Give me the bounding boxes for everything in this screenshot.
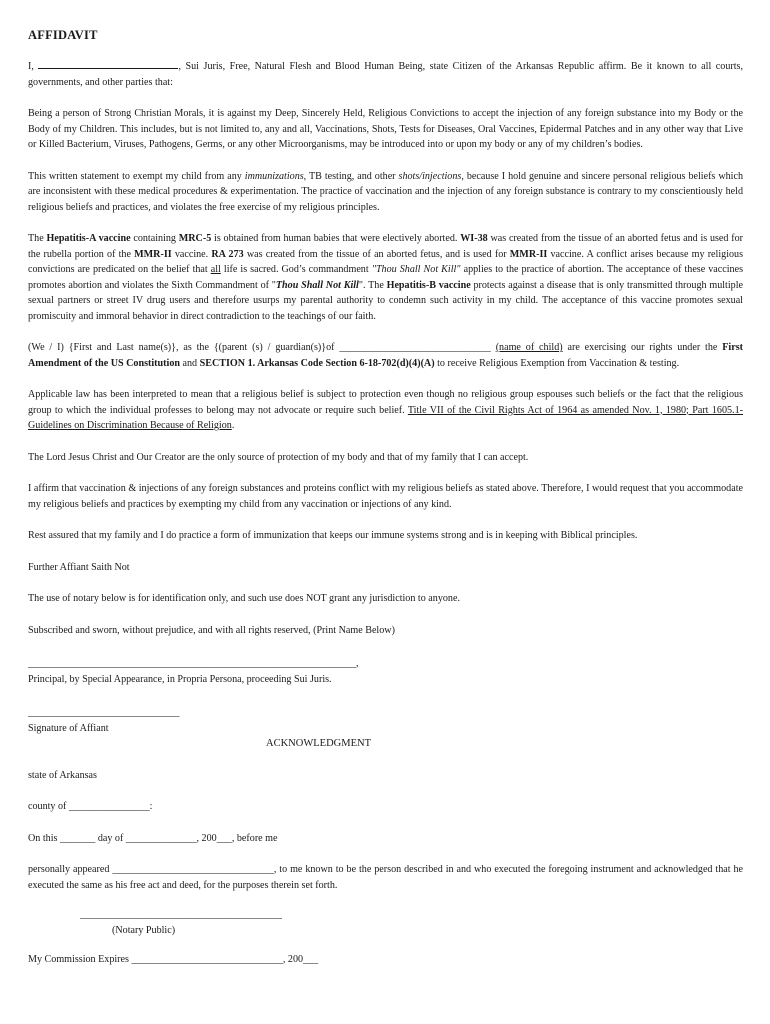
affiant-signature-label: Signature of Affiant (28, 722, 109, 734)
text-segment: to receive Religious Exemption from Vaccination & testing. (434, 357, 680, 369)
text-bold-italic: Thou Shall Not Kill (275, 279, 359, 291)
notary-signature-line[interactable]: ________________________________________ (80, 909, 282, 920)
affiant-saith-not: Further Affiant Saith Not (28, 561, 130, 573)
text-bold: Hepatitis-B vaccine (386, 279, 471, 291)
document-title: AFFIDAVIT (28, 28, 98, 42)
affirmation-text: , Sui Juris, Free, Natural Flesh and Blood Human Being, state Citizen of the Arkansas Republic affirm. Be it known to all courts, governments, and other parties that: (28, 61, 743, 88)
text-segment: , TB testing, and other (303, 170, 399, 182)
text-segment: vaccine. (171, 248, 212, 260)
text-bold: MRC-5 (178, 233, 212, 244)
subscribed-sworn-statement: Subscribed and sworn, without prejudice, and with all rights reserved, (Print Name Below) (28, 624, 395, 636)
applicable-law-paragraph (28, 387, 743, 434)
county-field[interactable]: county of ________________: (28, 801, 153, 812)
text-bold: RA 273 (211, 248, 244, 260)
principal-signature-label: Principal, by Special Appearance, in Propria Persona, proceeding Sui Juris. (28, 673, 332, 685)
notary-use-notice: The use of notary below is for identification only, and such use does NOT grant any jurisdiction to anyone. (28, 593, 460, 604)
text-segment: . (231, 420, 235, 431)
text-segment: is obtained from human babies that were electively aborted. (211, 233, 461, 244)
request-paragraph: I affirm that vaccination & injections of any foreign substances and proteins conflict with my religious beliefs as stated above. Therefore, I would request that you accommodate my religious beliefs and practices by exempting my child from any vaccination or injections of any kind. (28, 483, 743, 510)
exemption-statement-paragraph (28, 169, 743, 216)
moral-conviction-paragraph: Being a person of Strong Christian Morals, it is against my Deep, Sincerely Held, Religious Convictions to accept the injection of any foreign substance into my Body or the Body of my Children. This includes, but is not limited to, any and all, Vaccinations, Shots, Tests for Diseases, Oral Vaccines, Epidermal Patches and in any other way that Live or Killed Bacterium, Viruses, Pathogens, Germs, or any other Microorganisms, may be introduced into or upon my body or any of my children’s bodies. (28, 108, 743, 150)
text-underline: (name of child) (495, 342, 563, 353)
state-field: state of Arkansas (28, 769, 97, 781)
text-segment: This written statement to exempt my child from any (28, 170, 245, 182)
civil-rights-reference: Title VII of the Civil Rights Act of 1964 as amended Nov. 1, 1980; Part 1605.1-Guidelines on Discrimination Because of Religion (28, 404, 743, 431)
text-emphasis: shots/injections (398, 170, 462, 182)
text-segment: vaccine. A conflict arises because my religious convictions are predicated on the belief that (28, 248, 744, 275)
faith-paragraph: The Lord Jesus Christ and Our Creator are the only source of protection of my body and that of my family that I can accept. (28, 451, 529, 463)
date-field[interactable]: On this _______ day of ______________, 200___, before me (28, 832, 278, 844)
text-segment: Applicable law has been interpreted to mean that a religious belief is subject to protection even though no religious group espouses such beliefs or the fact that the religious group to which the individual professes to belong may not advocate or require such belief. (28, 389, 743, 416)
personally-appeared-paragraph: personally appeared ________________________________, to me known to be the person described in and who executed the foregoing instrument and acknowledged that he executed the same as his free act and deed, for the purposes therein set forth. (28, 864, 743, 891)
text-segment: life is sacred. God’s commandment (220, 264, 372, 275)
principal-signature-line[interactable]: _________________________________________________________________, (28, 658, 359, 669)
text-segment: , because I hold genuine and sincere personal religious beliefs which are inconsistent with these medical procedures & experimentation. The practice of vaccination and the injection of any foreign substance is contrary to my conscientiously held religious beliefs and practices, and violates the free exercise of my religious principles. (28, 170, 743, 213)
text-underline: all (210, 264, 221, 275)
text-emphasis: "Thou Shall Not Kill" (371, 264, 461, 275)
text-segment: was created from the tissue of an aborted fetus and is used for the rubella portion of the (28, 233, 744, 260)
text-segment: are exercising our rights under the (562, 342, 723, 353)
commission-expires-field[interactable]: My Commission Expires ______________________________, 200___ (28, 954, 319, 965)
affirmation-paragraph (28, 58, 743, 90)
text-bold: Hepatitis-A vaccine (46, 233, 131, 244)
text-segment: (We / I) {First and Last name(s)}, as the {(parent (s) / guardian(s)}of ______________________________ (28, 342, 496, 353)
acknowledgment-heading: ACKNOWLEDGMENT (266, 738, 371, 749)
text-segment: containing (130, 233, 179, 244)
rights-declaration-paragraph (28, 340, 743, 371)
text-segment: ". The (358, 279, 387, 291)
affidavit-document (28, 28, 743, 968)
text-segment: was created from the tissue of an aborted fetus, and is used for (243, 248, 510, 260)
text-bold: WI-38 (460, 233, 488, 244)
text-segment: and (179, 357, 200, 369)
affiant-signature-line[interactable]: ______________________________ (28, 707, 180, 718)
notary-public-label: (Notary Public) (112, 924, 176, 936)
text-bold: First Amendment of the US Constitution (28, 342, 743, 369)
text-bold: SECTION 1. Arkansas Code Section 6-18-702(d)(4)(A) (199, 357, 435, 369)
text-emphasis: immunizations (244, 170, 304, 182)
text-segment: protects against a disease that is only transmitted through multiple sexual partners or street IV drug users and therefore usurps my parental authority to condemn such activity in my child. The acceptance of this vaccine promotes sexual promiscuity and immoral behavior in direct contradiction to the teachings of our faith. (28, 279, 743, 322)
affirmation-prefix: I, (28, 61, 34, 72)
text-bold: MMR-II (509, 248, 548, 260)
text-bold: MMR-II (134, 248, 172, 260)
name-blank[interactable] (38, 58, 178, 69)
text-segment: The (28, 233, 47, 244)
assurance-paragraph: Rest assured that my family and I do practice a form of immunization that keeps our immune systems strong and is in keeping with Biblical principles. (28, 530, 638, 541)
text-segment: applies to the practice of abortion. The acceptance of these vaccines promotes abortion and violates the Sixth Commandment of " (28, 264, 744, 291)
vaccine-objection-paragraph (28, 231, 743, 324)
